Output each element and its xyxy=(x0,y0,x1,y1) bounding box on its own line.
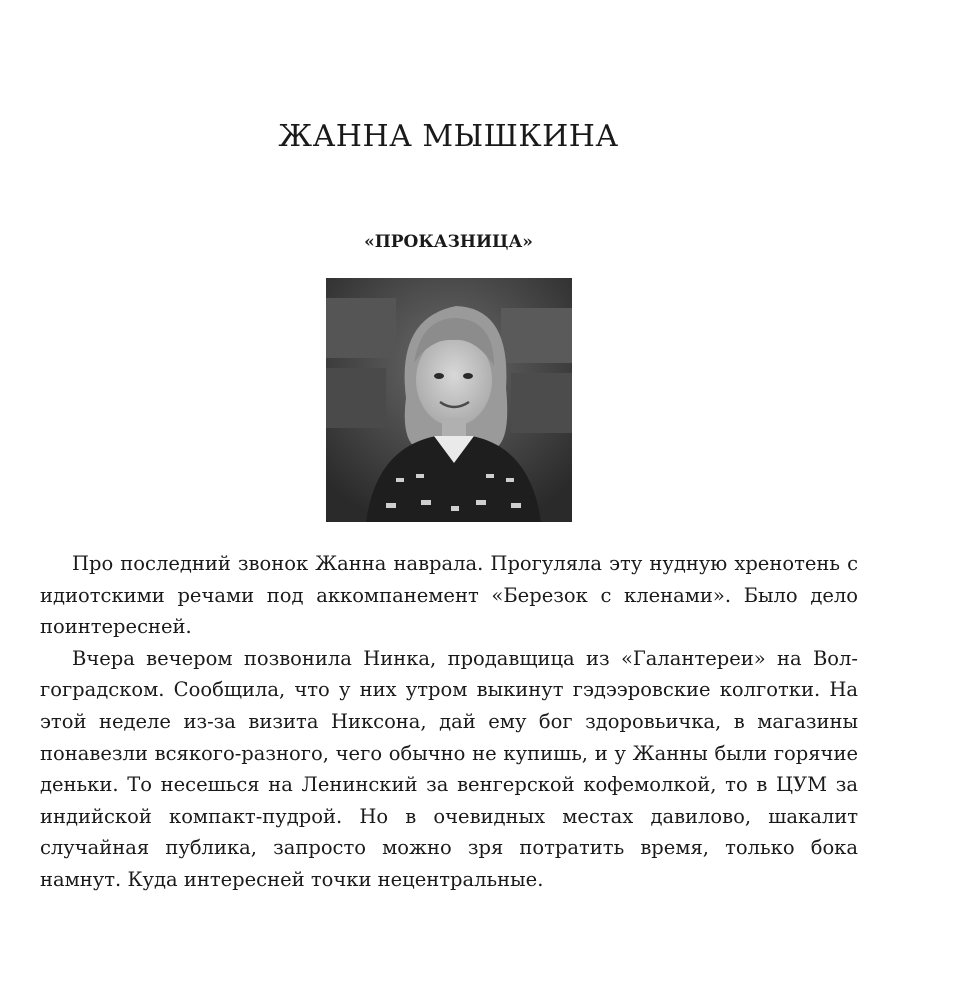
paragraph-1: Про последний звонок Жанна наврала. Прогуляла эту нудную хренотень с идиотскими речами под аккомпанемент «Березок с кленами». Было дело поинтересней. xyxy=(40,552,858,639)
portrait-photo xyxy=(326,278,572,522)
paragraph-2: Вчера вечером позвонила Нинка, продавщица из «Галантереи» на Волгоградском. Сообщила, что у них утром выкинут гэдээровские колготки. На этой неделе из-за визита Никсона, дай ему бог здоровьичка, в магазины понавезли всякого-разного, чего обычно не купишь, и у Жанны были горячие деньки. То несешься на Ленинский за венгерской кофемолкой, то в ЦУМ за индийской компакт-пудрой. Но в очевидных местах давилово, шакалит случайная публика, запросто можно зря потратить время, только бока намнут. Куда интересней точки нецентральные. xyxy=(40,646,858,891)
author-name: ЖАННА МЫШКИНА xyxy=(278,119,619,154)
story-title: «ПРОКАЗНИЦА» xyxy=(364,232,533,252)
story-text xyxy=(40,548,858,896)
